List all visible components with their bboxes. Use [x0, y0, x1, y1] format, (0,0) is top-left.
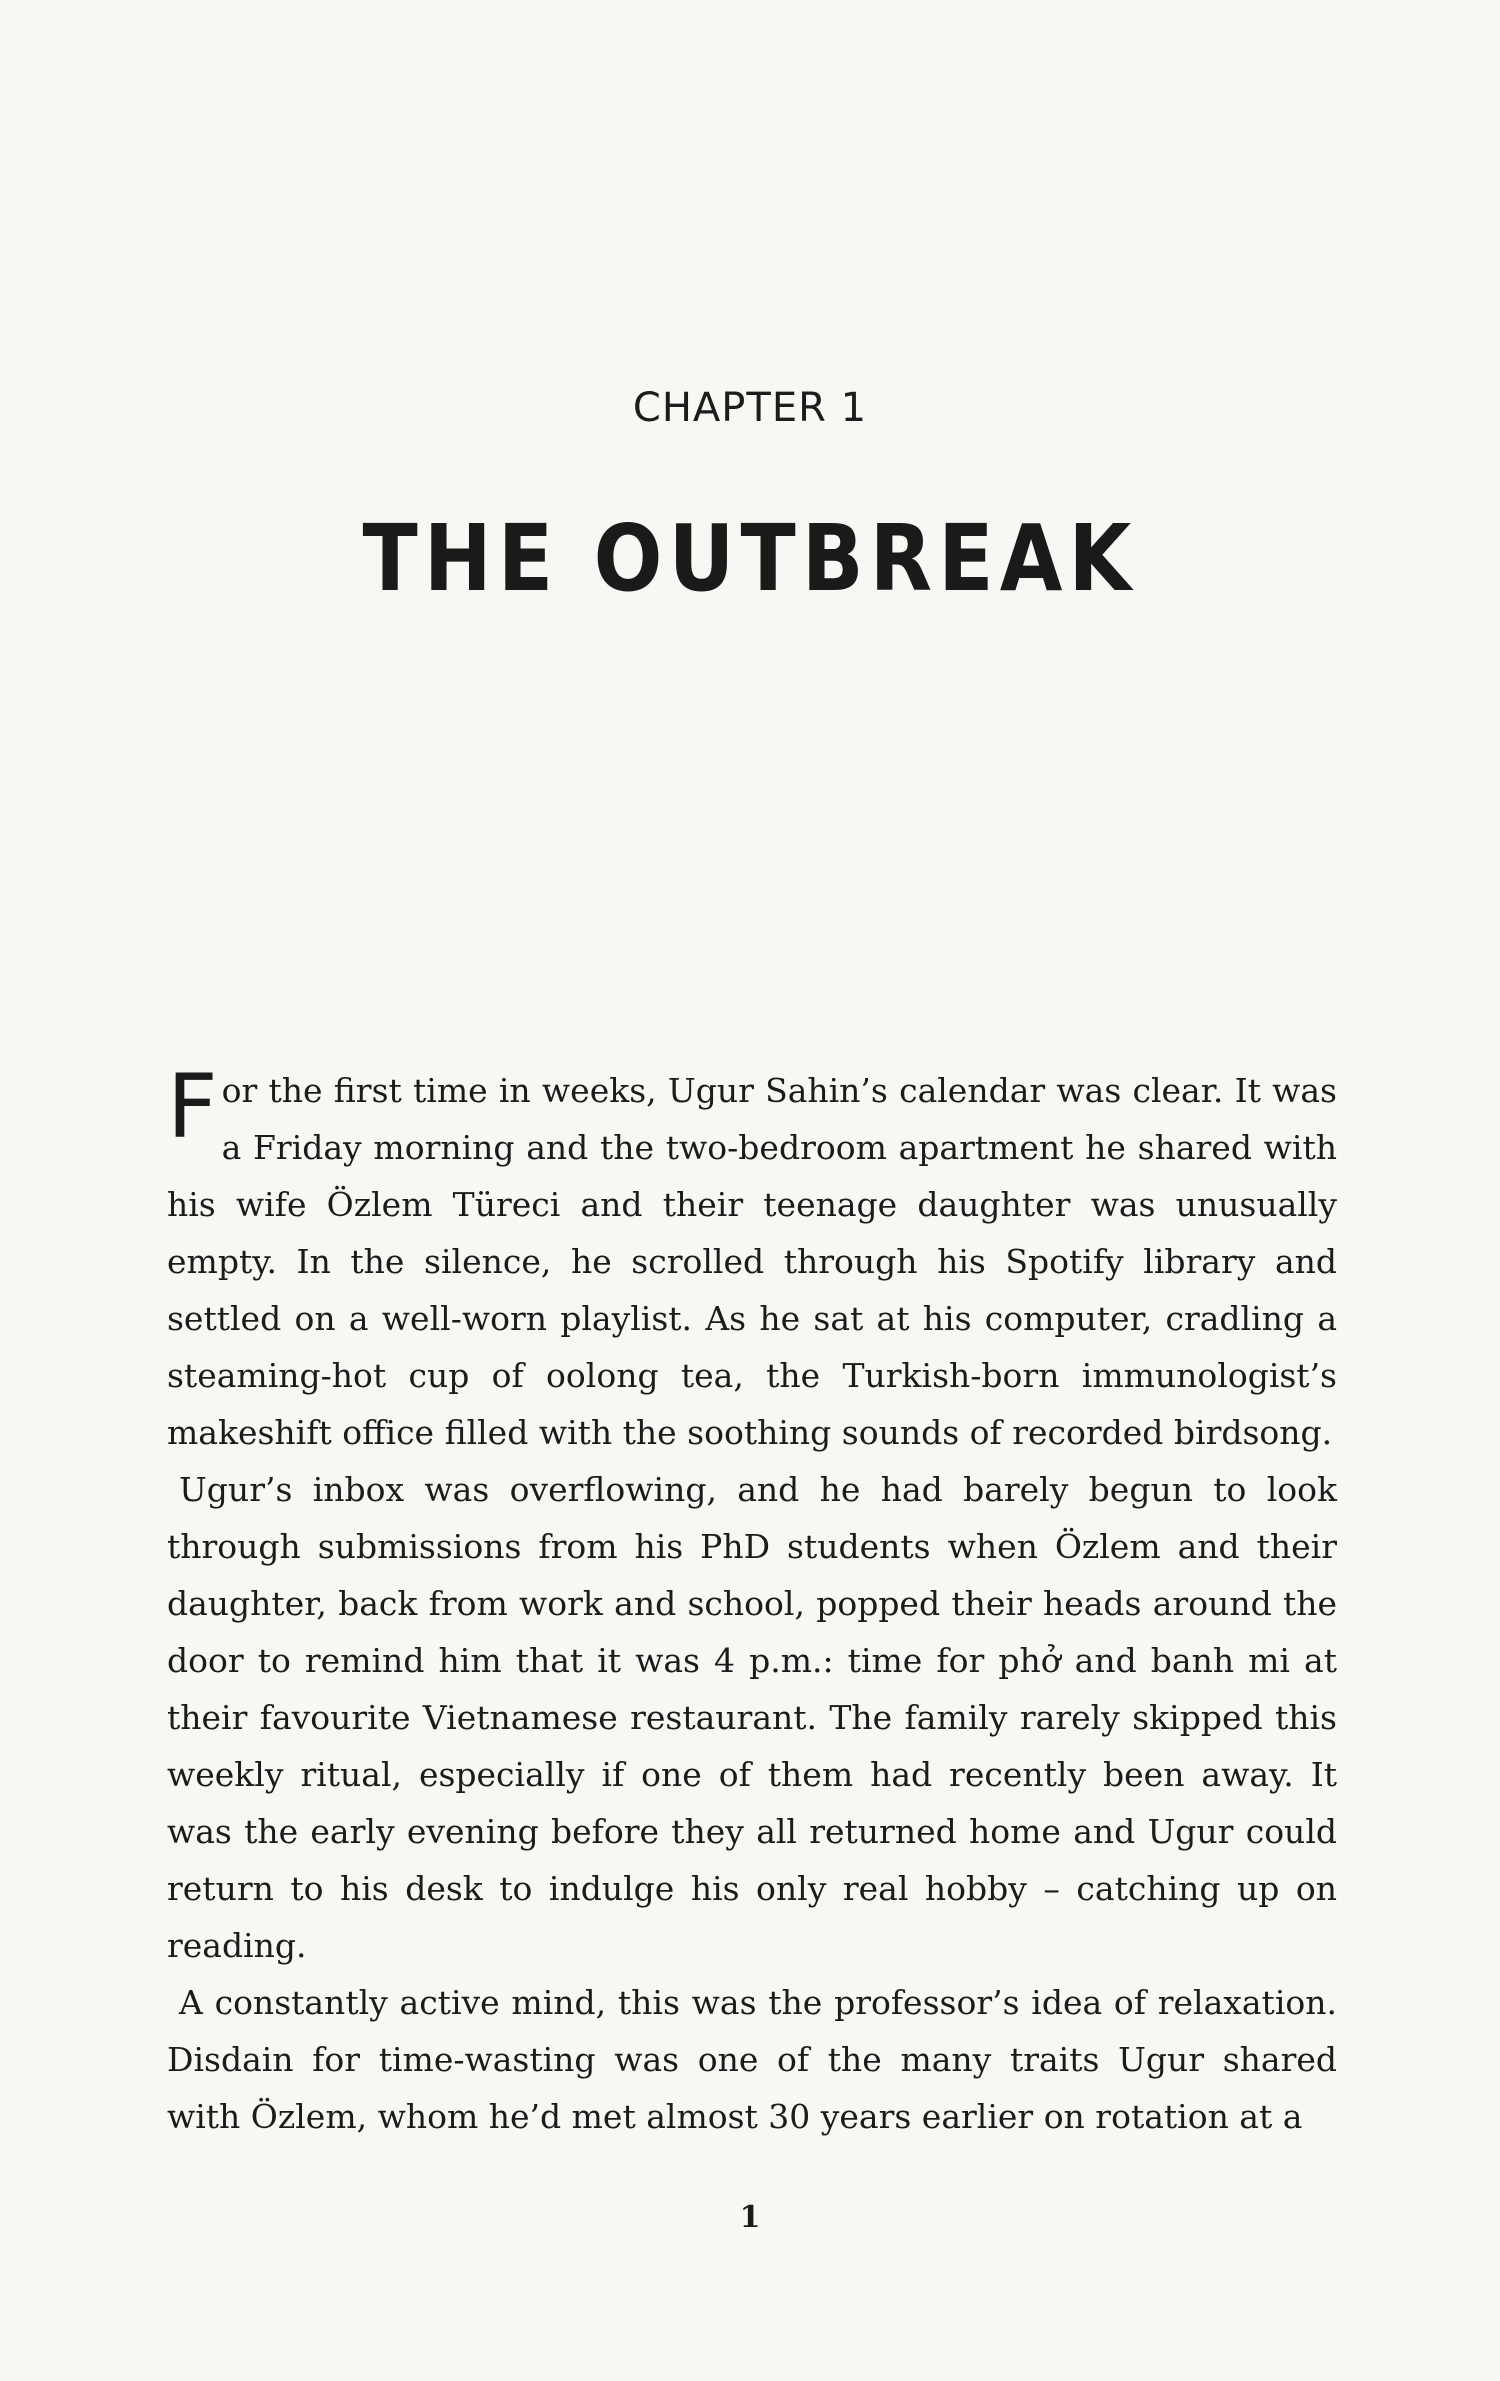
chapter-title: THE OUTBREAK	[362, 505, 1138, 612]
drop-cap: F	[167, 1055, 218, 1158]
paragraph-1-text: or the first time in weeks, Ugur Sahin’s calendar was clear. It was a Friday morning and the two-bedroom apartment he shared with his wife Özlem Türeci and their teenage daughter was unusually empty. In the silence, he scrolled through his Spotify library and settled on a well-worn playlist. As he sat at his computer, cradling a steaming-hot cup of oolong tea, the Turkish-born immunologist’s makeshift office filled with the soothing sounds of recorded birdsong.	[167, 1071, 1337, 1452]
paragraph-2: Ugur’s inbox was overflowing, and he had barely begun to look through submissions from his PhD students when Özlem and their daughter, back from work and school, popped their heads around the door to remind him that it was 4 p.m.: time for phở and banh mi at their favourite Vietnamese restaurant. The family rarely skipped this weekly ritual, especially if one of them had recently been away. It was the early evening before they all returned home and Ugur could return to his desk to indulge his only real hobby – catching up on reading.	[167, 1470, 1337, 1965]
paragraph-3: A constantly active mind, this was the professor’s idea of relaxation. Disdain for time-wasting was one of the many traits Ugur shared with Özlem, whom he’d met almost 30 years earlier on rotation at a	[167, 1983, 1337, 2136]
page-number: 1	[739, 2200, 761, 2235]
body-text	[167, 1055, 1337, 2145]
chapter-label: CHAPTER 1	[632, 385, 868, 431]
paragraph-1	[167, 1055, 1337, 1461]
